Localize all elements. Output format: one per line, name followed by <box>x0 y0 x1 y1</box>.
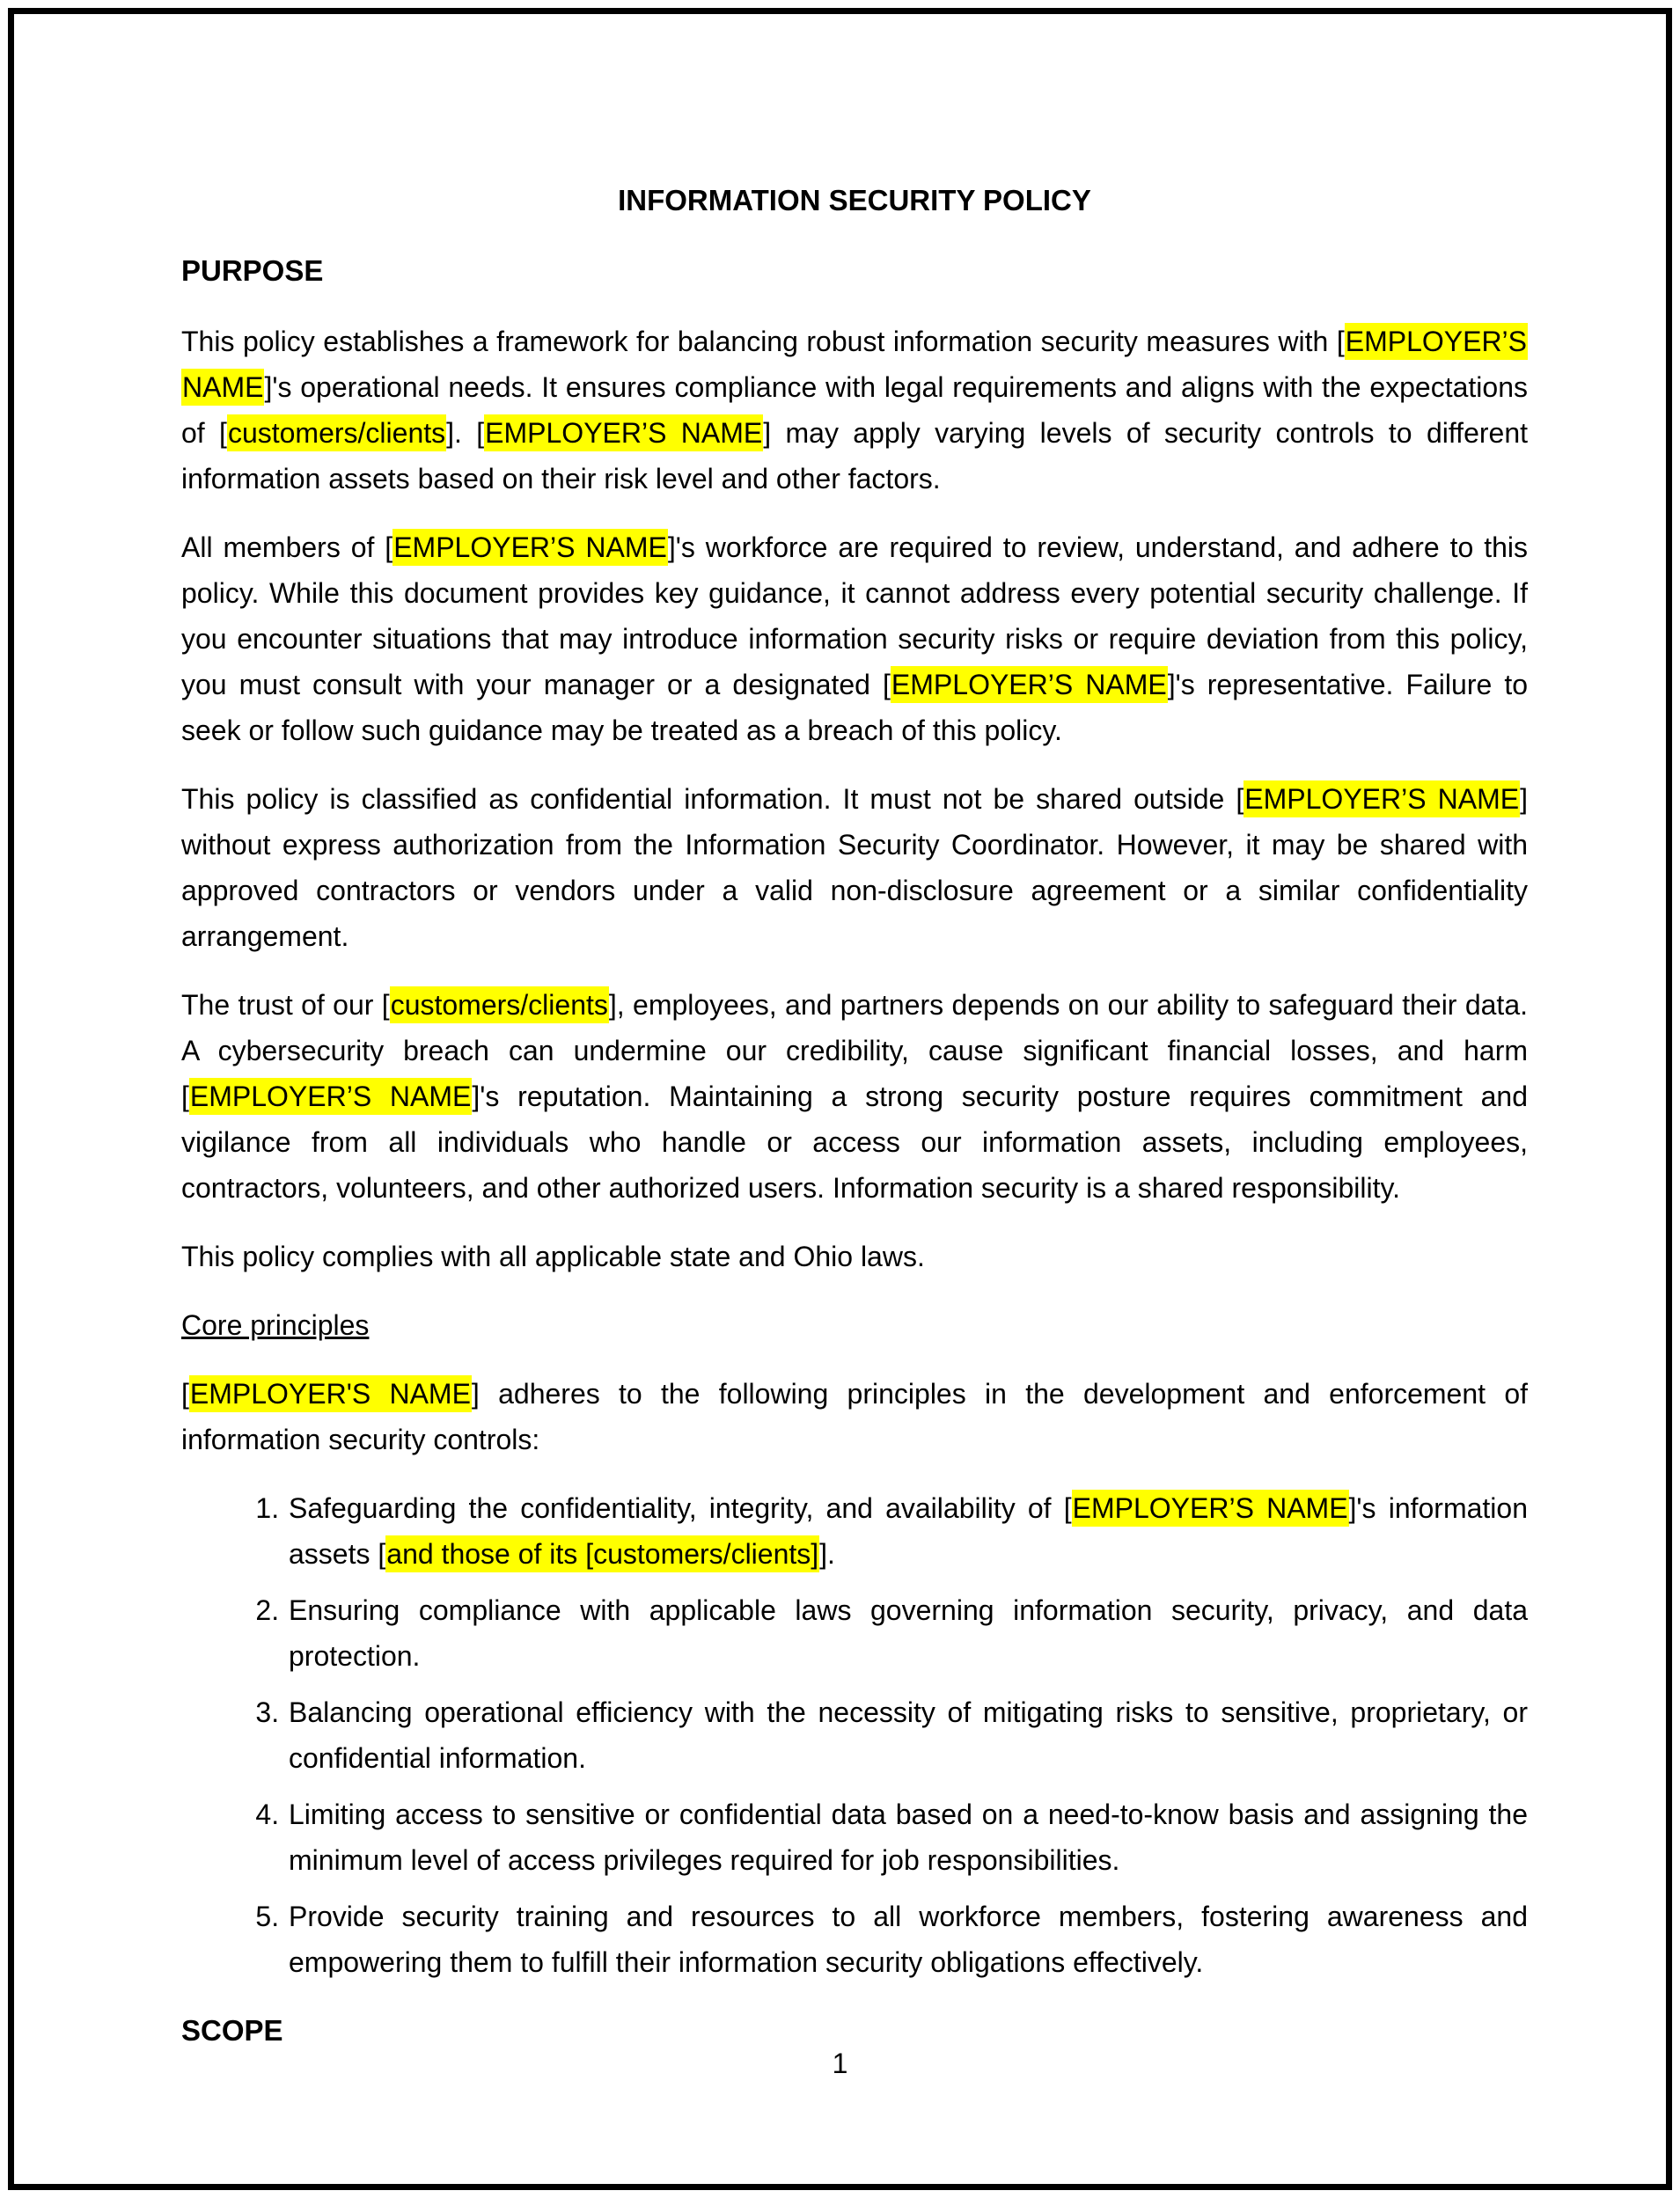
section-heading: PURPOSE <box>181 254 324 287</box>
list-item: 5. Provide security training and resources to all workforce members, fostering awareness and empowering them to fulfill their information security obligations effectively. <box>287 1894 1528 1985</box>
section-heading: SCOPE <box>181 2014 283 2047</box>
highlighted-placeholder: EMPLOYER’S NAME <box>1072 1490 1349 1527</box>
document-title: INFORMATION SECURITY POLICY <box>618 184 1091 216</box>
paragraph: This policy complies with all applicable state and Ohio laws. <box>181 1241 925 1272</box>
highlighted-placeholder: EMPLOYER’S NAME <box>484 414 763 451</box>
highlighted-placeholder: EMPLOYER’S NAME <box>1243 780 1520 817</box>
page-border <box>8 8 1672 2190</box>
paragraph: All members of [EMPLOYER’S NAME]'s workforce are required to review, understand, and adhere to this policy. While this document provides key guidance, it cannot address every potential security challenge. If you encounter situations that may introduce information security risks or require deviation from this policy, you must consult with your manager or a designated [EMPLOYER’S NAME]'s representative. Failure to seek or follow such guidance may be treated as a breach of this policy. <box>181 524 1528 753</box>
paragraph: [EMPLOYER'S NAME] adheres to the following principles in the development and enforcement of information security controls: <box>181 1371 1528 1462</box>
highlighted-placeholder: EMPLOYER’S NAME <box>189 1078 473 1115</box>
highlighted-placeholder: EMPLOYER’S NAME <box>392 529 668 566</box>
highlighted-placeholder: customers/clients <box>390 986 609 1023</box>
document-content <box>181 178 1528 2078</box>
core-principles-list <box>181 1485 1528 1985</box>
paragraph: This policy is classified as confidential information. It must not be shared outside [EMPLOYER’S NAME] without express authorization from the Information Security Coordinator. However, it may be shared with approved contractors or vendors under a valid non-disclosure agreement or a similar confidentiality arrangement. <box>181 776 1528 959</box>
highlighted-placeholder: EMPLOYER’S NAME <box>181 323 1528 406</box>
list-item: 3. Balancing operational efficiency with the necessity of mitigating risks to sensitive, proprietary, or confidential information. <box>287 1689 1528 1781</box>
page-number: 1 <box>832 2048 848 2079</box>
highlighted-placeholder: EMPLOYER’S NAME <box>891 666 1168 703</box>
list-item: 2. Ensuring compliance with applicable laws governing information security, privacy, and data protection. <box>287 1587 1528 1679</box>
list-item: 4. Limiting access to sensitive or confidential data based on a need-to-know basis and assigning the minimum level of access privileges required for job responsibilities. <box>287 1791 1528 1883</box>
paragraph: This policy establishes a framework for balancing robust information security measures with [EMPLOYER’S NAME]'s operational needs. It ensures compliance with legal requirements and aligns with the expectations of [customers/clients]. [EMPLOYER’S NAME] may apply varying levels of security controls to different information assets based on their risk level and other factors. <box>181 319 1528 502</box>
subsection-heading: Core principles <box>181 1309 370 1341</box>
highlighted-placeholder: and those of its [customers/clients] <box>385 1535 819 1572</box>
list-item: 1. Safeguarding the confidentiality, integrity, and availability of [EMPLOYER’S NAME]'s information assets [and those of its [customers/clients]]. <box>287 1485 1528 1577</box>
highlighted-placeholder: EMPLOYER'S NAME <box>189 1375 472 1412</box>
highlighted-placeholder: customers/clients <box>227 414 446 451</box>
paragraph: The trust of our [customers/clients], employees, and partners depends on our ability to safeguard their data. A cybersecurity breach can undermine our credibility, cause significant financial losses, and harm [EMPLOYER’S NAME]'s reputation. Maintaining a strong security posture requires commitment and vigilance from all individuals who handle or access our information assets, including employees, contractors, volunteers, and other authorized users. Information security is a shared responsibility. <box>181 982 1528 1211</box>
